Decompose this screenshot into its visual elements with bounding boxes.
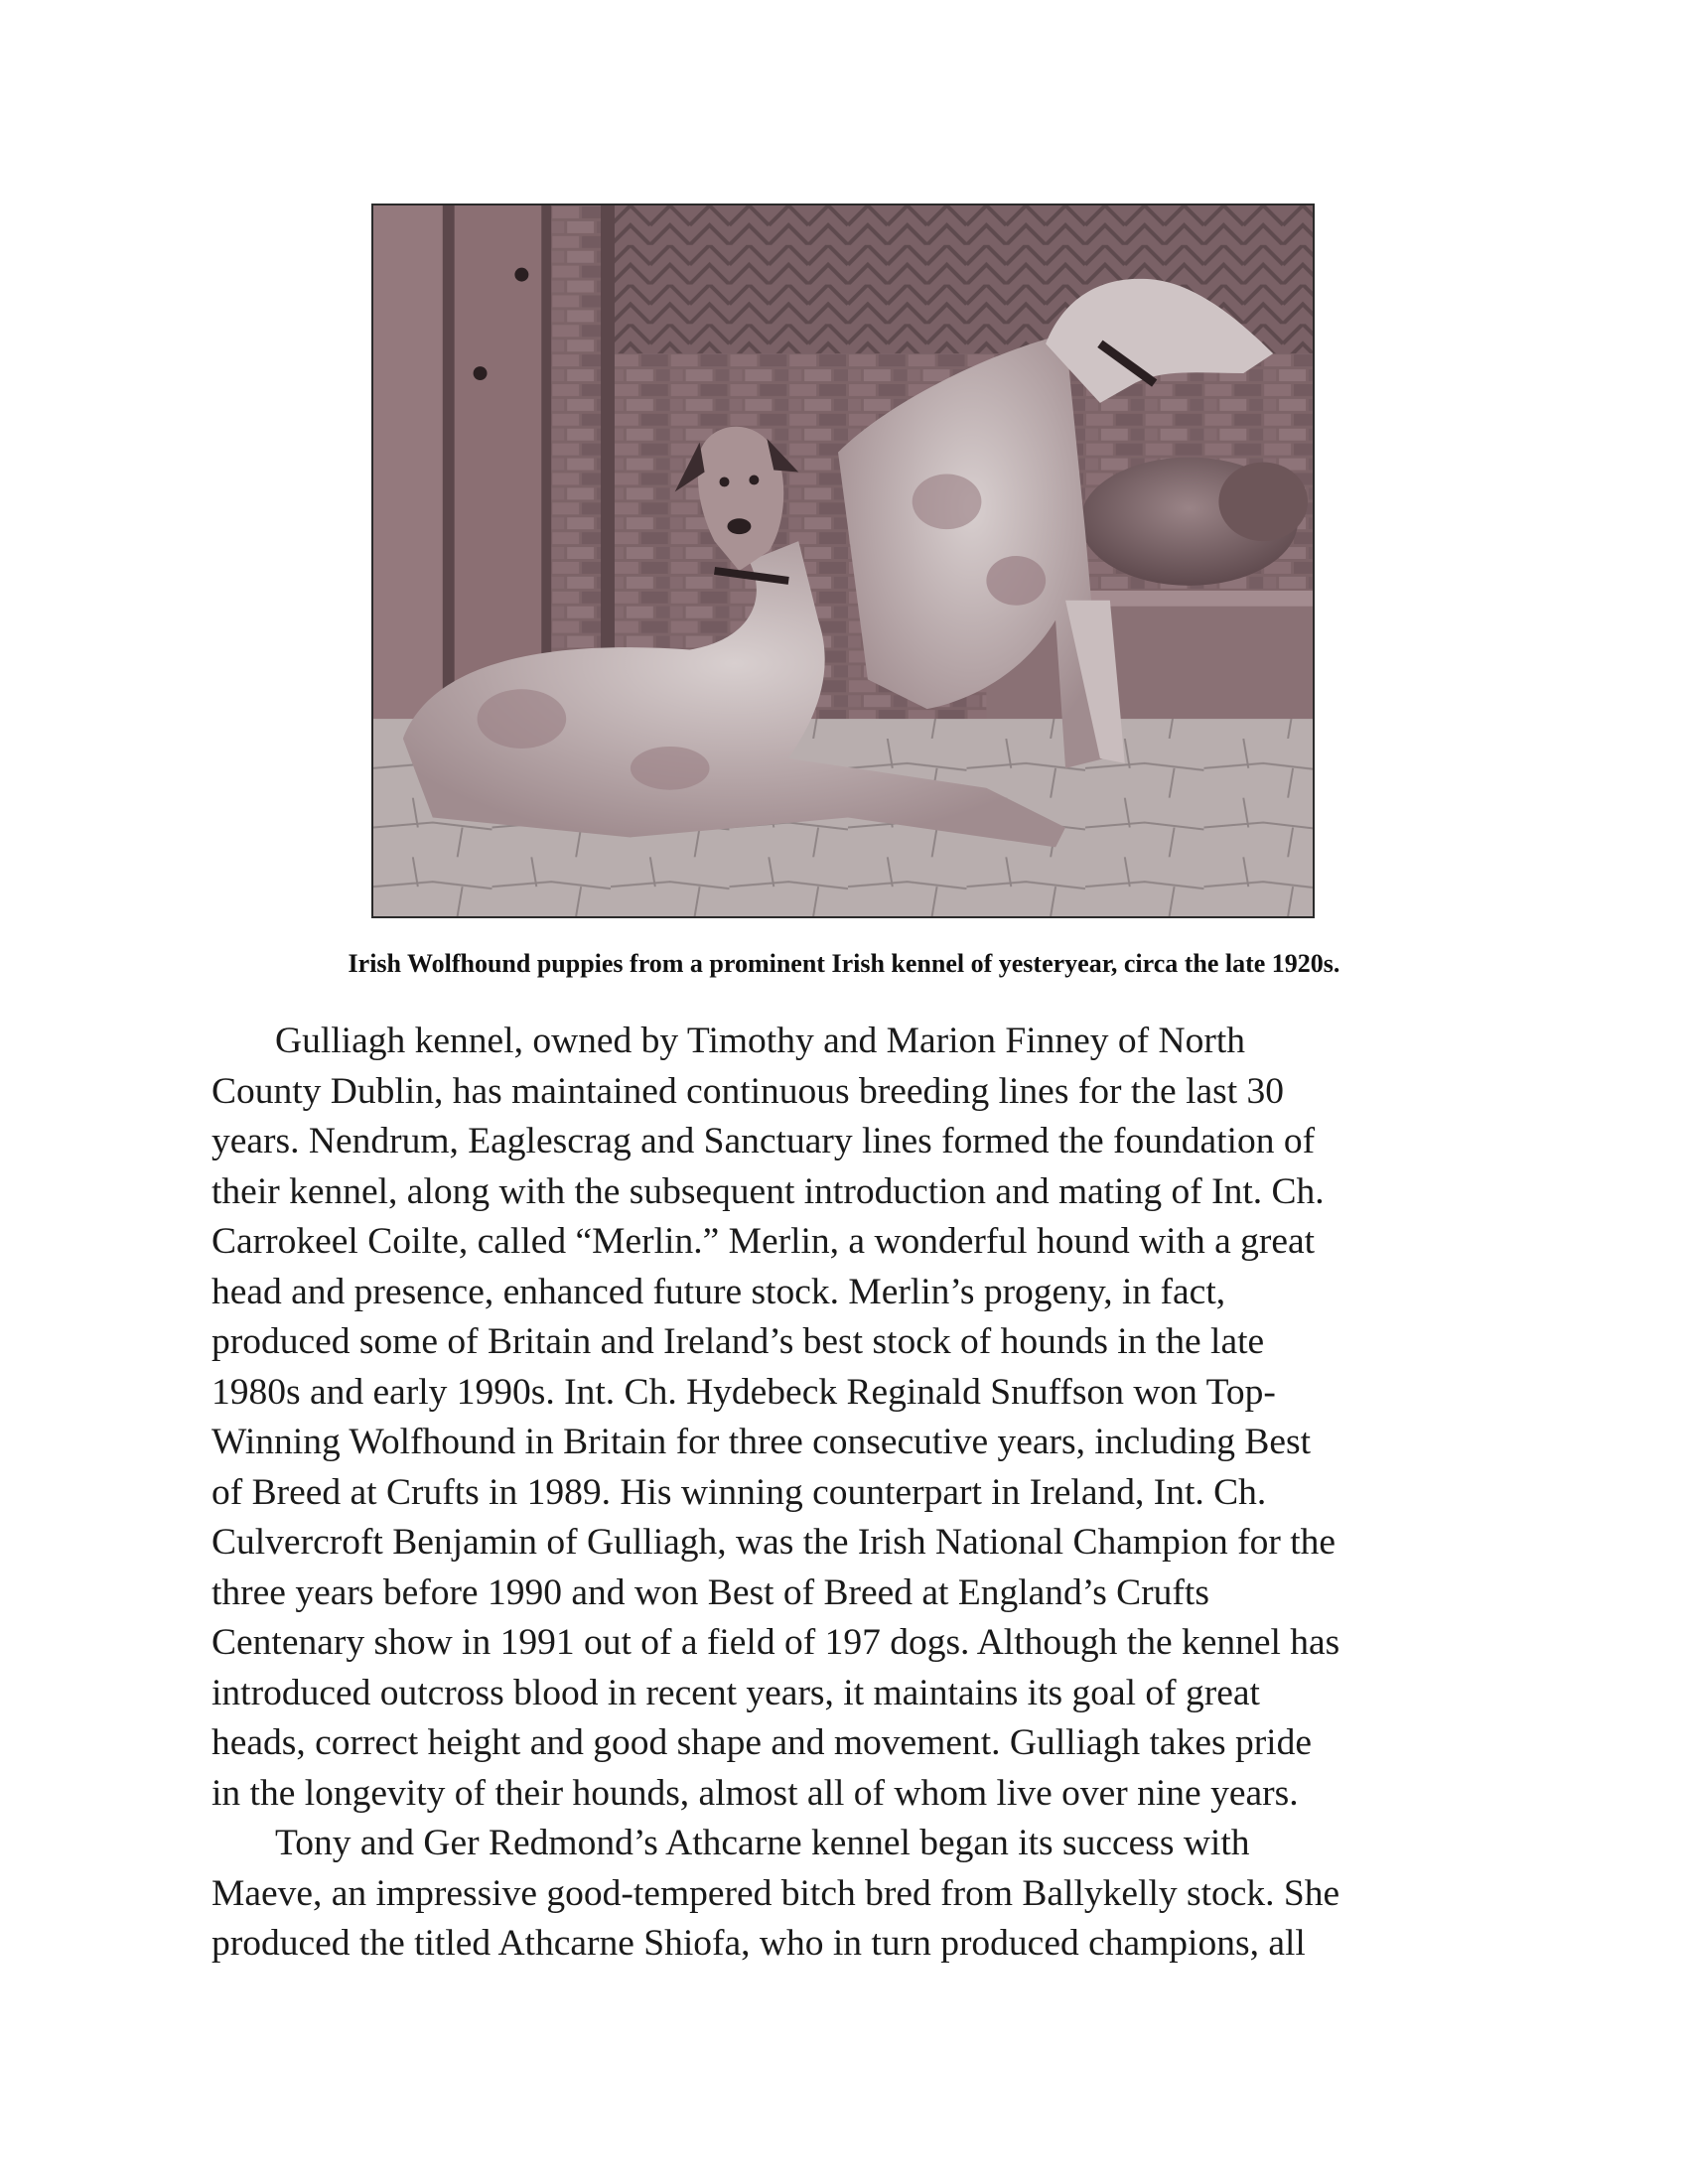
- text-line: Culvercroft Benjamin of Gulliagh, was the Irish National Champion for the: [211, 1522, 1336, 1563]
- text-line: introduced outcross blood in recent years, it maintains its goal of great: [211, 1672, 1260, 1713]
- text-line: in the longevity of their hounds, almost all of whom live over nine years.: [211, 1772, 1299, 1814]
- text-line: their kennel, along with the subsequent introduction and mating of Int. Ch.: [211, 1170, 1325, 1212]
- text-line: produced the titled Athcarne Shiofa, who in turn produced champions, all: [211, 1923, 1306, 1964]
- paragraph-gulliagh: [211, 1017, 1492, 1819]
- text-line: County Dublin, has maintained continuous breeding lines for the last 30: [211, 1070, 1285, 1112]
- photo-caption: Irish Wolfhound puppies from a prominent Irish kennel of yesteryear, circa the late 1920s.: [348, 949, 1340, 978]
- text-line: three years before 1990 and won Best of Breed at England’s Crufts: [211, 1571, 1209, 1613]
- text-line: head and presence, enhanced future stock. Merlin’s progeny, in fact,: [211, 1271, 1226, 1312]
- text-line: produced some of Britain and Ireland’s best stock of hounds in the late: [211, 1321, 1265, 1362]
- text-line: Maeve, an impressive good-tempered bitch bred from Ballykelly stock. She: [211, 1872, 1340, 1914]
- text-line: Winning Wolfhound in Britain for three consecutive years, including Best: [211, 1422, 1312, 1462]
- text-line: of Breed at Crufts in 1989. His winning counterpart in Ireland, Int. Ch.: [211, 1471, 1267, 1513]
- paragraph-athcarne: [211, 1819, 1492, 1970]
- article-body: [211, 1017, 1492, 1970]
- text-line: Carrokeel Coilte, called “Merlin.” Merlin, a wonderful hound with a great: [211, 1221, 1316, 1262]
- wolfhound-puppies-photo: [371, 204, 1315, 918]
- text-line: 1980s and early 1990s. Int. Ch. Hydebeck Reginald Snuffson won Top-: [211, 1371, 1276, 1413]
- text-line: Tony and Ger Redmond’s Athcarne kennel began its success with: [275, 1823, 1250, 1863]
- photo-illustration: [373, 205, 1313, 916]
- text-line: Gulliagh kennel, owned by Timothy and Marion Finney of North: [275, 1021, 1246, 1061]
- text-line: years. Nendrum, Eaglescrag and Sanctuary lines formed the foundation of: [211, 1121, 1316, 1161]
- text-line: Centenary show in 1991 out of a field of 197 dogs. Although the kennel has: [211, 1622, 1340, 1663]
- text-line: heads, correct height and good shape and movement. Gulliagh takes pride: [211, 1722, 1312, 1763]
